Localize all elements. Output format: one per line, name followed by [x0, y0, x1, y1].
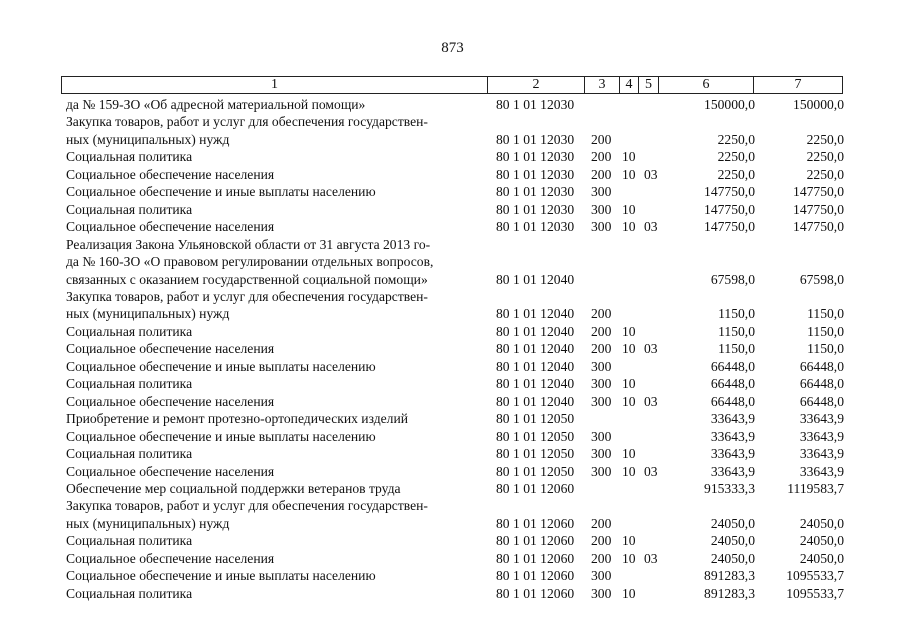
table-row [0, 323, 905, 340]
expense-type: 300 [591, 219, 612, 235]
expense-type: 200 [591, 323, 612, 339]
amount-year-1: 66448,0 [710, 358, 755, 374]
amount-year-2: 147750,0 [793, 184, 844, 200]
section: 10 [622, 585, 636, 601]
expense-type: 300 [591, 463, 612, 479]
amount-year-2: 33643,9 [799, 428, 844, 444]
table-row [0, 515, 905, 532]
amount-year-2: 150000,0 [793, 97, 844, 112]
table-row [0, 201, 905, 218]
row-name: Социальная политика [66, 149, 193, 165]
table-row [0, 271, 905, 288]
amount-year-1: 2250,0 [717, 131, 755, 147]
target-code: 80 1 01 12040 [496, 341, 575, 357]
row-name: Социальное обеспечение населения [66, 341, 275, 357]
target-code: 80 1 01 12060 [496, 550, 575, 566]
amount-year-2: 33643,9 [799, 446, 844, 462]
expense-type: 300 [591, 184, 612, 200]
amount-year-2: 1150,0 [807, 323, 844, 339]
amount-year-2: 1095533,7 [786, 585, 844, 601]
column-header-1: 1 [62, 77, 488, 93]
target-code: 80 1 01 12040 [496, 358, 575, 374]
amount-year-2: 33643,9 [799, 411, 844, 427]
section: 10 [622, 376, 636, 392]
amount-year-2: 24050,0 [799, 515, 844, 531]
target-code: 80 1 01 12040 [496, 393, 575, 409]
target-code: 80 1 01 12030 [496, 201, 575, 217]
expense-type: 200 [591, 166, 612, 182]
row-name: Социальное обеспечение населения [66, 463, 275, 479]
amount-year-2: 1119583,7 [787, 480, 844, 496]
section: 10 [622, 323, 636, 339]
expense-type: 200 [591, 341, 612, 357]
subsection: 03 [644, 166, 658, 182]
amount-year-1: 2250,0 [717, 149, 755, 165]
table-row [0, 463, 905, 480]
expense-type: 300 [591, 358, 612, 374]
target-code: 80 1 01 12030 [496, 184, 575, 200]
amount-year-1: 891283,3 [704, 585, 755, 601]
amount-year-1: 66448,0 [710, 376, 755, 392]
row-name: Социальное обеспечение и иные выплаты населению [66, 358, 376, 374]
target-code: 80 1 01 12060 [496, 568, 575, 584]
table-row [0, 358, 905, 375]
amount-year-2: 66448,0 [799, 376, 844, 392]
table-row [0, 166, 905, 183]
amount-year-1: 150000,0 [704, 97, 755, 112]
row-name: Социальное обеспечение населения [66, 219, 275, 235]
target-code: 80 1 01 12060 [496, 585, 575, 601]
table-row [0, 410, 905, 427]
target-code: 80 1 01 12060 [496, 533, 575, 549]
section: 10 [622, 446, 636, 462]
amount-year-2: 33643,9 [799, 463, 844, 479]
amount-year-2: 1150,0 [807, 306, 844, 322]
row-name: Закупка товаров, работ и услуг для обеспечения государствен- [66, 114, 428, 130]
amount-year-1: 147750,0 [704, 219, 755, 235]
row-name: Социальная политика [66, 585, 193, 601]
amount-year-2: 24050,0 [799, 550, 844, 566]
section: 10 [622, 219, 636, 235]
subsection: 03 [644, 463, 658, 479]
row-name: Социальное обеспечение и иные выплаты населению [66, 184, 376, 200]
amount-year-2: 66448,0 [799, 358, 844, 374]
amount-year-1: 891283,3 [704, 568, 755, 584]
table-row [0, 218, 905, 235]
table-row [0, 183, 905, 200]
amount-year-2: 2250,0 [806, 131, 844, 147]
table-row [0, 480, 905, 497]
amount-year-1: 147750,0 [704, 184, 755, 200]
expense-type: 300 [591, 393, 612, 409]
table-row [0, 375, 905, 392]
section: 10 [622, 463, 636, 479]
amount-year-2: 147750,0 [793, 201, 844, 217]
subsection: 03 [644, 341, 658, 357]
column-header-5: 5 [639, 77, 659, 93]
row-name: Социальная политика [66, 533, 193, 549]
expense-type: 300 [591, 568, 612, 584]
row-name: Социальное обеспечение населения [66, 166, 275, 182]
expense-type: 200 [591, 550, 612, 566]
row-name: Социальное обеспечение населения [66, 393, 275, 409]
amount-year-2: 66448,0 [799, 393, 844, 409]
target-code: 80 1 01 12030 [496, 166, 575, 182]
expense-type: 200 [591, 533, 612, 549]
amount-year-2: 2250,0 [806, 149, 844, 165]
amount-year-2: 67598,0 [799, 271, 844, 287]
amount-year-2: 2250,0 [806, 166, 844, 182]
amount-year-1: 33643,9 [710, 446, 755, 462]
target-code: 80 1 01 12050 [496, 411, 575, 427]
row-name: да № 160-ЗО «О правовом регулировании отдельных вопросов, [66, 254, 434, 270]
amount-year-2: 1150,0 [807, 341, 844, 357]
row-name: Приобретение и ремонт протезно-ортопедических изделий [66, 411, 408, 427]
target-code: 80 1 01 12050 [496, 428, 575, 444]
table-row [0, 532, 905, 549]
row-name: Социальная политика [66, 446, 193, 462]
row-name: Социальная политика [66, 376, 193, 392]
table-row [0, 96, 905, 113]
expense-type: 200 [591, 131, 612, 147]
column-header-6: 6 [659, 77, 754, 93]
table-row [0, 550, 905, 567]
table-row [0, 497, 905, 514]
amount-year-1: 24050,0 [710, 550, 755, 566]
amount-year-1: 915333,3 [704, 480, 755, 496]
table-row [0, 567, 905, 584]
target-code: 80 1 01 12040 [496, 306, 575, 322]
page-number: 873 [441, 40, 464, 56]
expense-type: 300 [591, 446, 612, 462]
table-row [0, 148, 905, 165]
amount-year-1: 66448,0 [710, 393, 755, 409]
expense-type: 300 [591, 201, 612, 217]
table-body [0, 96, 905, 602]
expense-type: 300 [591, 376, 612, 392]
row-name: Реализация Закона Ульяновской области от 31 августа 2013 го- [66, 236, 431, 252]
amount-year-1: 1150,0 [718, 306, 755, 322]
amount-year-1: 147750,0 [704, 201, 755, 217]
amount-year-1: 24050,0 [710, 533, 755, 549]
target-code: 80 1 01 12040 [496, 376, 575, 392]
table-row [0, 288, 905, 305]
column-header-7: 7 [794, 77, 802, 92]
expense-type: 200 [591, 515, 612, 531]
section: 10 [622, 166, 636, 182]
expense-type: 300 [591, 585, 612, 601]
table-row [0, 113, 905, 130]
section: 10 [622, 533, 636, 549]
amount-year-1: 24050,0 [710, 515, 755, 531]
expense-type: 200 [591, 306, 612, 322]
target-code: 80 1 01 12030 [496, 97, 575, 112]
target-code: 80 1 01 12040 [496, 271, 575, 287]
column-header-2: 2 [488, 77, 585, 93]
amount-year-2: 147750,0 [793, 219, 844, 235]
target-code: 80 1 01 12030 [496, 219, 575, 235]
target-code: 80 1 01 12040 [496, 323, 575, 339]
row-name: Социальное обеспечение и иные выплаты населению [66, 428, 376, 444]
row-name: ных (муниципальных) нужд [66, 306, 230, 322]
subsection: 03 [644, 219, 658, 235]
row-name: ных (муниципальных) нужд [66, 515, 230, 531]
target-code: 80 1 01 12050 [496, 446, 575, 462]
amount-year-1: 33643,9 [710, 428, 755, 444]
row-name: Закупка товаров, работ и услуг для обеспечения государствен- [66, 288, 428, 304]
table-row [0, 393, 905, 410]
row-name: да № 159-ЗО «Об адресной материальной помощи» [66, 97, 366, 112]
column-header-4: 4 [620, 77, 639, 93]
amount-year-1: 1150,0 [718, 323, 755, 339]
table-row [0, 253, 905, 270]
row-name: связанных с оказанием государственной социальной помощи» [66, 271, 428, 287]
target-code: 80 1 01 12060 [496, 515, 575, 531]
table-row [0, 131, 905, 148]
row-name: Социальное обеспечение населения [66, 550, 275, 566]
section: 10 [622, 550, 636, 566]
column-header-3: 3 [585, 77, 620, 93]
amount-year-1: 33643,9 [710, 411, 755, 427]
table-row [0, 340, 905, 357]
target-code: 80 1 01 12030 [496, 131, 575, 147]
row-name: Закупка товаров, работ и услуг для обеспечения государствен- [66, 498, 428, 514]
target-code: 80 1 01 12030 [496, 149, 575, 165]
table-header [61, 76, 843, 94]
target-code: 80 1 01 12050 [496, 463, 575, 479]
row-name: ных (муниципальных) нужд [66, 131, 230, 147]
expense-type: 200 [591, 149, 612, 165]
target-code: 80 1 01 12060 [496, 480, 575, 496]
amount-year-1: 1150,0 [718, 341, 755, 357]
subsection: 03 [644, 393, 658, 409]
amount-year-1: 67598,0 [710, 271, 755, 287]
expense-type: 300 [591, 428, 612, 444]
row-name: Социальная политика [66, 201, 193, 217]
table-row [0, 236, 905, 253]
section: 10 [622, 393, 636, 409]
subsection: 03 [644, 550, 658, 566]
amount-year-2: 1095533,7 [786, 568, 844, 584]
section: 10 [622, 341, 636, 357]
row-name: Социальное обеспечение и иные выплаты населению [66, 568, 376, 584]
section: 10 [622, 201, 636, 217]
table-row [0, 445, 905, 462]
row-name: Обеспечение мер социальной поддержки ветеранов труда [66, 480, 401, 496]
amount-year-1: 2250,0 [717, 166, 755, 182]
table-row [0, 585, 905, 602]
amount-year-2: 24050,0 [799, 533, 844, 549]
amount-year-1: 33643,9 [710, 463, 755, 479]
table-row [0, 428, 905, 445]
table-row [0, 305, 905, 322]
section: 10 [622, 149, 636, 165]
row-name: Социальная политика [66, 323, 193, 339]
